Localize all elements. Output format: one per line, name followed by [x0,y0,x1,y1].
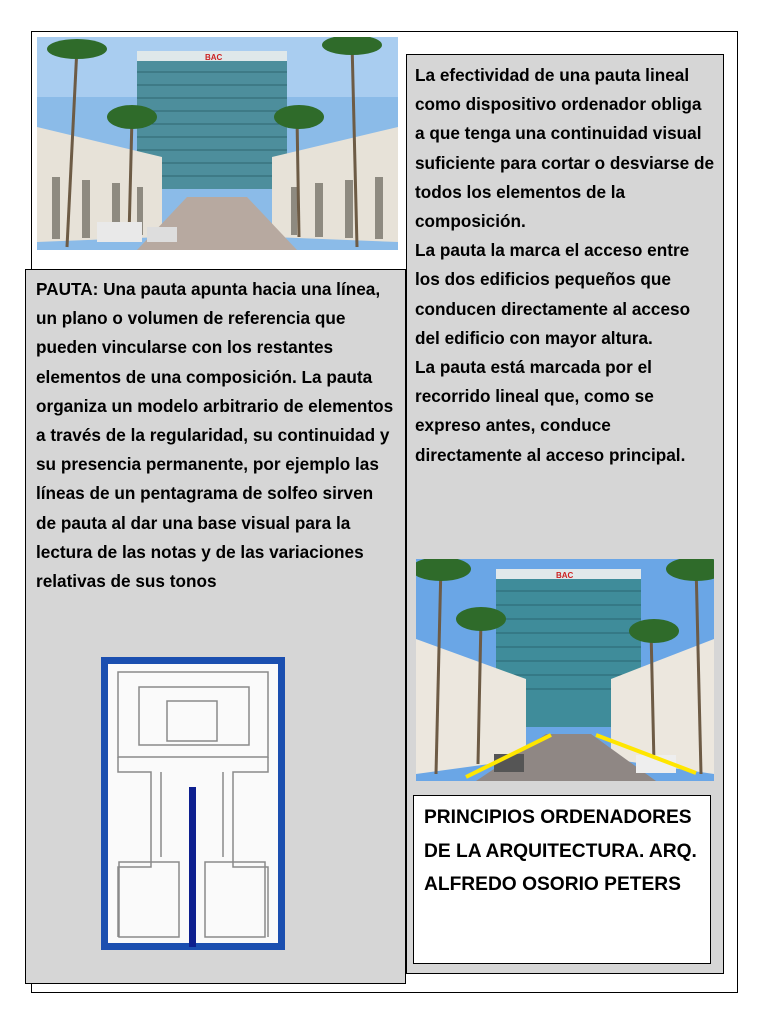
building-photo-bottom-illustration [416,559,714,781]
left-paragraph: PAUTA: Una pauta apunta hacia una línea, un plano o volumen de referencia que pueden vincularse con los restantes elementos de una composición. La pauta organiza un modelo arbitrario de elementos a través de la regularidad, su continuidad y su presencia permanente, por ejemplo las líneas de un pentagrama de solfeo sirven de pauta al dar una base visual para la lectura de las notas y de las variaciones relativas de sus tonos [36,279,394,592]
right-paragraph-3: La pauta está marcada por el recorrido lineal que, como se expreso antes, conduce directamente al acceso principal. [415,357,686,465]
bac-sign: BAC [556,571,574,580]
axis-line [189,787,196,947]
plan-drawing [101,657,285,950]
building-photo-top [37,37,398,250]
document-title: PRINCIPIOS ORDENADORES DE LA ARQUITECTURA. ARQ. ALFREDO OSORIO PETERS [424,807,697,895]
right-paragraph-1: La efectividad de una pauta lineal como dispositivo ordenador obliga a que tenga una continuidad visual suficiente para cortar o desviarse de todos los elementos de la composición. [415,65,715,232]
building-photo-top-illustration [37,37,398,250]
title-box [413,795,711,964]
plan-drawing-illustration [101,657,285,950]
building-photo-bottom [416,559,714,781]
right-paragraph-2: La pauta la marca el acceso entre los dos edificios pequeños que conducen directamente al acceso del edificio con mayor altura. [415,240,691,348]
bac-sign: BAC [205,53,223,62]
